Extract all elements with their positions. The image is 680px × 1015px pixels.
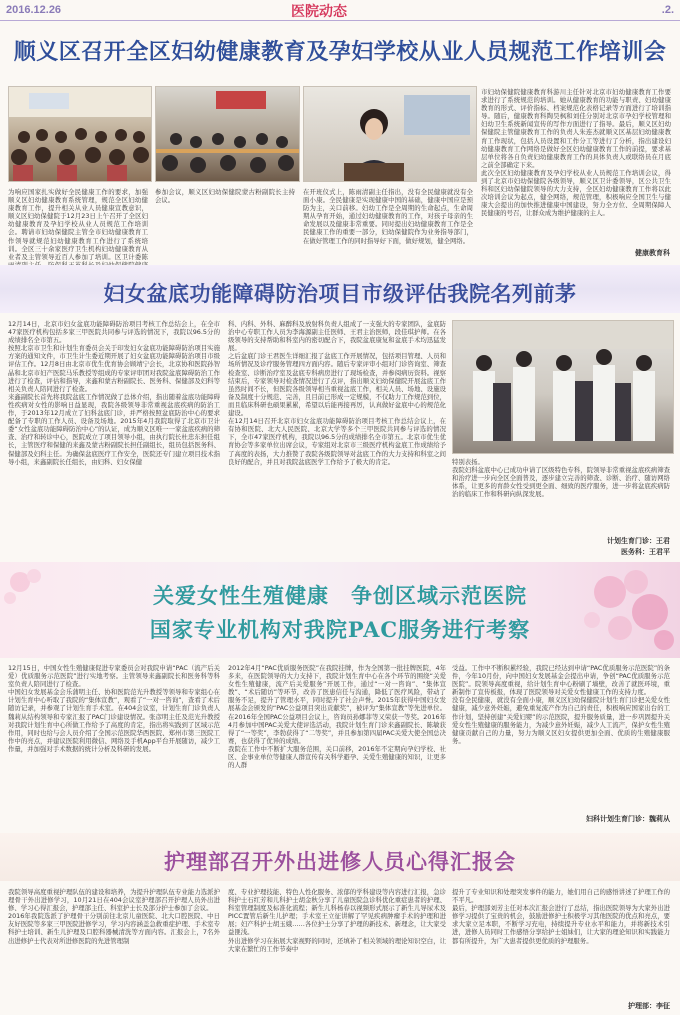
article2-title: 妇女盆底功能障碍防治项目市级评估我院名列前茅 xyxy=(103,281,577,306)
training-hall-photo xyxy=(155,86,300,182)
inspection-visit-photo xyxy=(452,320,674,454)
article4-col3: 提升了专业知识和处理突发事件的能力，她们用自己的感悟讲述了护理工作的不平凡。 最后，护理部刘芳主任对本次汇报会进行了总结，指出医院领导为大家外出进修学习提供了宝贵的机会，鼓励进修护士积极学习其他医院的优点和亮点，要求大家立足本职，不断学习充电，持续提升专业水平和能力，并将新技术引进，进修人员同时工作感悟分享给护士姐妹们，让大家的理论知识和实践能力都有所提升，为广大患者提供更优质的护理服务。 xyxy=(452,888,670,945)
article1-signature: 健康教育科 xyxy=(635,249,670,257)
article2-col1: 12月14日，北京市妇女盆底功能障碍防治项目考核工作总结会上，在全市47家医疗机构包括多家三甲医院共同参与评选的情况下，我院以96.5分的成绩排名全市第五。 按照北京市卫生和计划生育委员会关于印发妇女盆底功能障碍防治项目实施方案的通知文件，市卫生计生委近期开展了妇女盆底功能障碍防治项目市级评估工作。12月8日由北京市优生优育协会顾靖宁会长，北京协和医院孙智晶和北京市妇产医院马乐教授等组成的专家评审团对我院盆底障碍防治工作进行了检查，评估和指导，来鑫和蒙古粉副院长、医务科、保健部及妇科等相关负责人陪同进行了检查。 来鑫副院长首先将我院盆底工作情况做了总体介绍，指出随着盆底功能障碍性疾病对女性的影响日益显现，我院各级领导非常重视盆底疾病的防治工作，于2013年12月成立了妇科盆底门诊，并严格按照盆底防治中心的要求配备了专职的工作人员、设备及场地。2015年4月我院取得了北京市卫计委“女性盆底功能障碍防治中心”的认证，成为顺义区唯一一家盆底疾病的筛查、治疗和转诊中心，医院成立了项目领导小组，由执行院长杜忠东担任组长，主管医疗和保健的来鑫及蒙古粉副院长担任副组长，组员包括医务科、保健部及妇科主任。为确保盆底医疗工作安全，医院还专门建立项目技术指导小组，来鑫副院长任组长，由妇科、妇女保健 xyxy=(8,320,220,466)
issue-date: 2016.12.26 xyxy=(6,4,62,16)
article3-col3: 受益。工作中不断积累经验，我院已经达到申请“PAC优质服务示范医院”的条件，今年10月份，向中国妇女发展基金会提出申请，争创“PAC优质服务示范医院”。院领导高度重视，给计划生育中心粉刷了墙壁，改善了就医环境，重新制作了宣传板报，体现了医院领导对关爱女性健康工作的支持力度。 没有全民健康，就没有全面小康，顺义区妇幼保健院计划生育门诊把关爱女性健康，减少意外妊娠，避免重复流产作为自己的责任，积极响应国家出台的工作计划，坚持创建“关爱妇婴”的示范医院，提升服务质量，进一步巩固提升关爱女性生殖健康的服务能力，为减少意外妊娠，减少人工流产，保护女性生殖健康贡献自己的力量，努力为顺义区妇女提供更加全面、优质的生殖健康服务。 xyxy=(452,664,670,745)
article3-title-line2: 国家专业机构对我院PAC服务进行考察 xyxy=(149,617,531,642)
article2-col2: 科、内科、外科、麻醉科及放射科负责人组成了一支强大的专家团队，盆底防治中心专职工作人员为李海源副主任医师、王君主治医师，段佳琪护师。在各级领导的支持帮助和科室内的密切配合下，我院盆底康复和盆底手术均迅猛发展。 之后盆底门诊王君医生详细汇报了盆底工作开展情况，包括项目管理、人员和场所情况及诊疗服务管理四方面内容。随后专家评审小组对门诊咨询室、筛查检查室、诊断治疗室及盆底专科病房进行了现场检查，并参阅病历资料。视察结束后，专家领导对检查情况进行了点评，指出顺义妇幼保健院开展盆底工作虽然时间不长，但医院各级领导相当重视盆底工作，相关人员、场地、设施设备及制度十分规范、完善，且目前已形成一定规模，不仅助力工作规范到位，而且临床科研也硕果累累，希望以后能再接再厉，认真做好盆底中心的规范化建设。 在12月14日召开北京市妇女盆底功能障碍防治项目考核工作总结会议上，在有协和医院、北大人民医院、北京大学等多个三甲医院共同参与评选的情况下，全市47家医疗机构，我院以96.5分的成绩排名全市第五。北京市优生优育协会等多家单位出席会议，专家组对北京市三级医疗机构盆底工作成绩给予了高度的表扬，大力推赞了我院各级院领导对盆底工作的大力支持和科室之间良好的配合，并且对我院盆底医学工作给予了极大的肯定。 xyxy=(228,320,446,466)
article3-signature: 妇科计划生育门诊：魏莉从 xyxy=(586,815,670,823)
article3-col1: 12月15日，中国女性生殖健康促进专家委员会对我院申请“PAC（流产后关爱）优质服务示范医院”进行实地考察。主管领导来鑫副院长和医务科等科室负责人陪同进行了检查。 中国妇女发展基金会乐蒲明主任、协和医院范光升教授等领导和专家组心在计划生育中心听取了我院的“集体宣教”，观看了“一对一咨询”，查看了术后随访记录，并参观了计划生育手术室。在404会议室，计划生育门诊负责人魏莉从结构领导和专家汇报了PAC门诊建设情况。张彦明主任及范光升教授对我院计划生育中心所做工作给予了高度的肯定，指出将实践到了区域示范作用，同时也给与会人员介绍了全国示范医院华西医院、郑州市第三医院工作中的亮点，并建议医院利用微信、网络及手机App平台开展随访，减少工作量，并加强对手术数据的统计分析及科研的发展。 xyxy=(8,664,220,753)
speaker-illustration xyxy=(304,87,476,181)
article1-title: 顺义区召开全区妇幼健康教育及孕妇学校从业人员规范工作培训会 xyxy=(13,39,667,65)
inspection-illustration xyxy=(453,321,673,453)
page-number: .2. xyxy=(661,4,674,16)
header-divider xyxy=(0,20,680,21)
article1-col4: 市妇幼保健院健康教育科游川主任针对北京市妇幼健康教育工作要求进行了系统规范的培训。她从健康教育的功能与职责、妇幼健康教育的形式、评价指标、档案规范化表格记录等方面进行了培训指导。随后，健康教育科陶昊枫和刘佳分别对北京市孕妇学校管理和妇幼卫生系统新闻宣传的写作方面进行了指导。最后，顺义区妇幼保健院主管健康教育工作的负责人朱连杰就顺义区基层妇幼健康教育工作现状，包括人员设置和工作分工等进行了分析，指出建设妇幼健康教育工作网络是做好全区妇幼健康教育工作的前提，要求基层单位将各自负责妇幼健康教育工作的具体负责人或联络员在月底之前全部确定下来。 此次全区妇幼健康教育及孕妇学校从业人员规范工作培训会议，得到了北京市妇幼保健院各级领导，顺义区卫计委领导，区公共卫生科和区妇幼保健院领导的大力支持，全区妇幼健康教育工作将以此次培训会议为起点，健全网络，规范管理，积极响应全国卫生与健康大会提出的加快推进健康中国建设，努力全方位、全周期保障人民健康的号召，让群众成为维护健康的主人。 xyxy=(481,88,671,218)
speaker-photo xyxy=(303,86,477,182)
article1-col2: 参加会议，顺义区妇幼保健院蒙古粉副院长主持会议。 xyxy=(155,188,295,205)
article1-col1: 为响应国家扎实做好全民健康工作的要求，加强顺义区妇幼健康教育系统管理，规范全区妇幼健康教育工作，提升相关从业人员健康宣教意识，顺义区妇幼保健院于12月23日上午召开了全区妇幼健康教育及孕妇学校从业人员规范工作培训会。聘请市妇幼保健院主管全市妇幼健康教育工作领导就规范妇幼健康教育工作进行了系统培训。全区三十余家医疗卫生机构妇幼健康教育从业者及主管领导近百人参加了培训。区卫计委陈 xyxy=(8,188,148,261)
article4-signature: 护理部：李征 xyxy=(628,1002,670,1010)
article2-col3: 特别表扬。 我院妇科盆底中心已成功申请了区级特色专科，院领导非常重视盆底疾病筛查和治疗进一步向全区全面普及，逐步建立完善的筛查、诊断、治疗、随访网络体系，让更多的育龄女性受到更全面、细致的医疗服务，进一步将盆底疾病防治的临床工作和科研向纵深发展。 xyxy=(452,458,670,499)
newspaper-masthead: 医院动态 xyxy=(291,4,347,20)
article4-col1: 我院领导高度重视护理队伍的建设和培养，为提升护理队伍专业能力选派护理骨干外出进修学习，10月21日在404会议室护理部召开护理人员外出进修、学习心得汇报会，护理部主任、科室护士长及部分护士参加了会议。 2016年我院选派了护理骨干分别前往北京儿童医院、北大口腔医院、中日友好医院等多家三甲医院进修学习，学习内容涵盖急救重症护理、手术室专科护士培训、新生儿护理及口腔科器械清洗等方面内容。汇报会上，7名外出进修护士代表对所进修医院的先进管理制 xyxy=(8,888,220,945)
article3-title-line1: 关爱女性生殖健康 争创区域示范医院 xyxy=(153,583,527,608)
hall-illustration xyxy=(156,87,299,181)
article4-title: 护理部召开外出进修人员心得汇报会 xyxy=(164,849,516,874)
article2-signature-2: 医务科：王君平 xyxy=(621,548,670,556)
training-audience-photo xyxy=(8,86,152,182)
article4-col2: 度、专业护理技能、特色人性化服务、浓郁的学科建设等内容进行汇报，急诊科护士石红芳和儿科护士胡金秋分享了儿童医院急诊科优化重症患者的护理、科室管理制度及标准化流程；新生儿科杨春以视频形式展示了新生儿导尿术及PICC置管后新生儿护理；手术室王立征讲解了罕见疾病肿瘤手术的护理和进展；妇产科护士胡玉娥……各位护士分享了护理的新技术、新理念，让大家受益匪浅。 外出进修学习在拓展大家视野的同时，还填补了相关领域的理论知识空白，让大家在繁忙的工作节奏中 xyxy=(228,888,446,953)
article2-signature-1: 计划生育门诊：王君 xyxy=(607,537,670,545)
article1-col3: 在开班仪式上，陈雨清副主任指出，没有全民健康就没有全面小康。全民健康是实现健康中国的基础，健康中国应是预防为主，关口前移。妇幼工作是全周期的生命起点，生命周期从孕育开始，通过妇幼健康教育的工作，对孩子母亲的生命发展以及健康非常重要。同时提出妇幼健康教育工作是全民健康工作的重要一部分，妇幼保健院作为业务指导部门，在做好管理工作的同时指导好下面，做好规划，健全网络。 xyxy=(303,188,473,245)
article3-col2: 2012年4月“PAC优质服务医院”在我院挂牌，作为全国第一批挂牌医院，4年多来，在医院领导的大力支持下，我院计划生育中心在各个环节的围绕“关爱女性生殖健康，流产后关爱服务”开展工作，通过“一对一咨询”、“集体宣教”、“术后随访”等环节，改善了医患信任与沟通，降低了医疗风险，带动了服务不足，提升了管理水平，同时提升了社会声誉。2015年获得中国妇女发展基金会颁发的“PAC公益项目突出贡献奖”，被评为“集体宣教”等先进单位。在2016年全国PAC公益项目会议上，咨询员孙娜菲等又荣获一等奖。2016年4月参加中国PAC关爱大使评选活动，我院计划生育门诊来鑫副院长、陈敏获得了“一等奖”，李勃获得了“二等奖”，并且参加第四届PAC关爱大使全国总决赛，也获得了优异的成绩。 我院在工作中不断扩大服务范围，关口前移，2016年不定期向孕妇学校、社区、企事业单位等健康人群宣传有关科学避孕、关爱生殖健康的知识，让更多的人群 xyxy=(228,664,446,770)
audience-illustration xyxy=(9,87,151,181)
